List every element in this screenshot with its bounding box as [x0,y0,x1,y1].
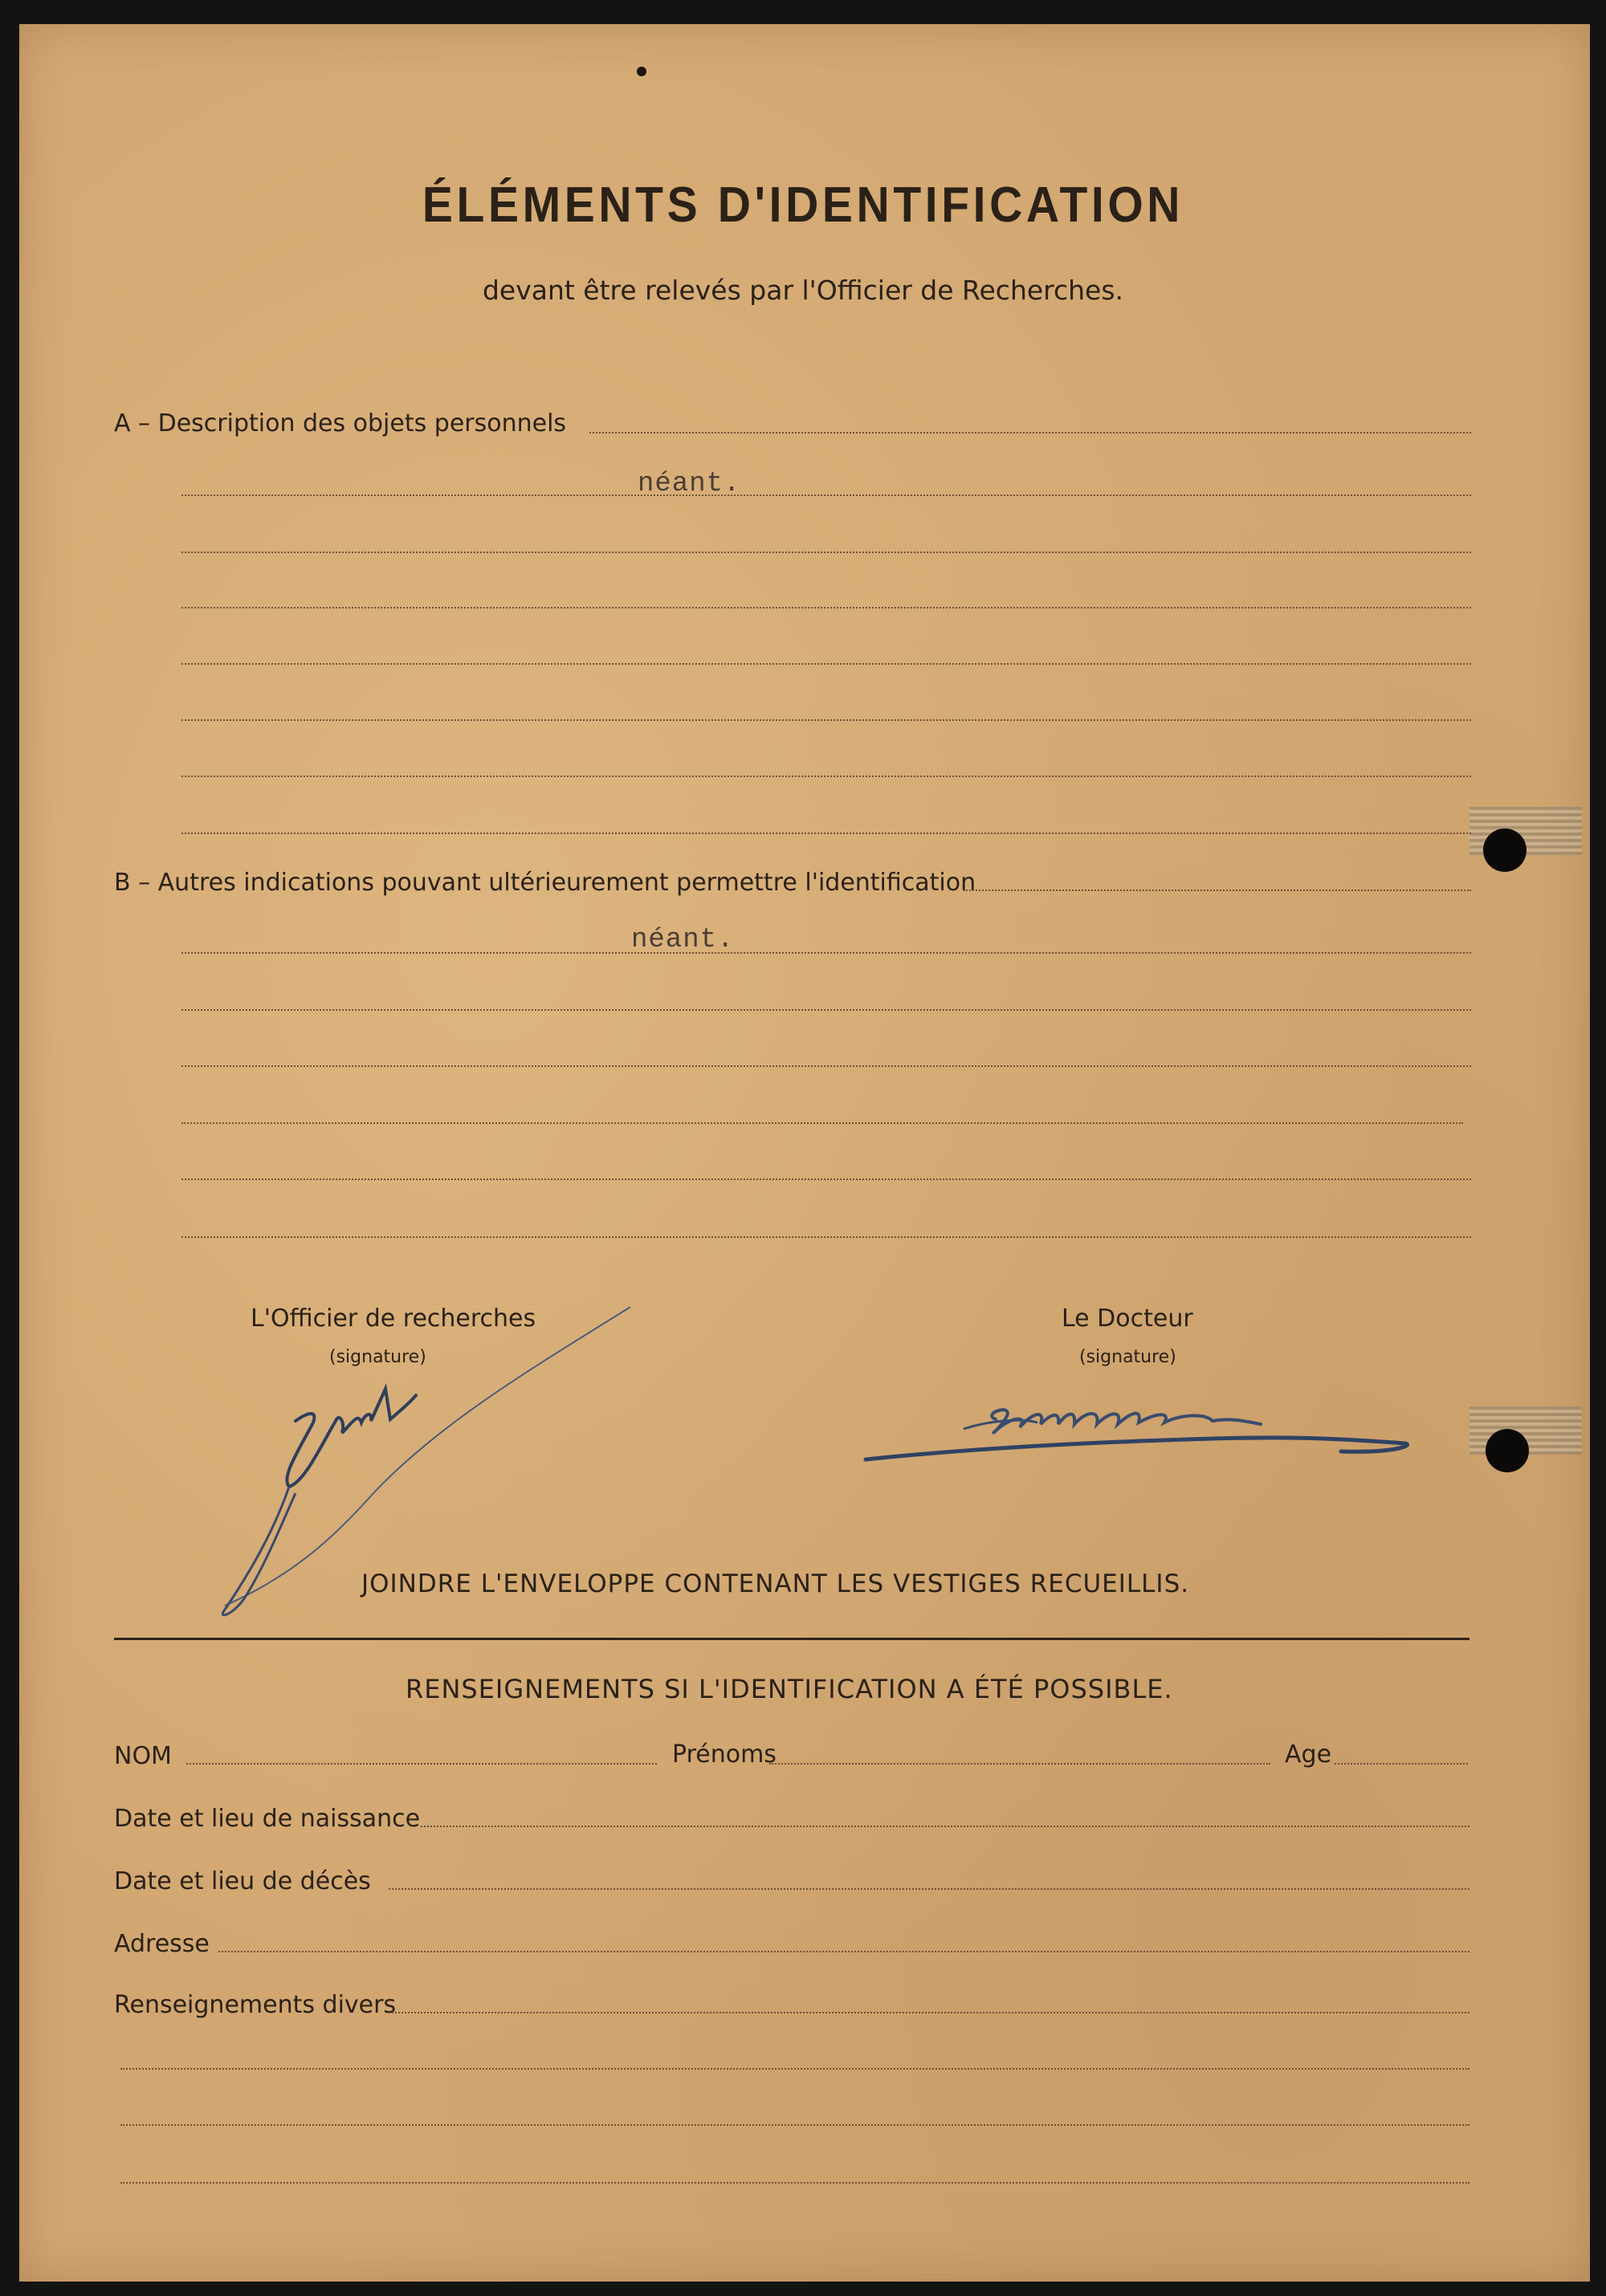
deces-label: Date et lieu de décès [114,1867,371,1895]
nom-label: NOM [114,1742,172,1770]
ink-dot [637,67,646,76]
section-b-value: néant. [631,925,735,955]
nom-field [186,1763,657,1765]
section-a-value: néant. [638,469,741,499]
dotted-line [181,552,1471,553]
form-sheet [19,24,1590,2282]
dotted-line [120,2068,1469,2070]
dotted-line [181,1065,1471,1067]
naissance-field [421,1826,1469,1827]
prenoms-field [769,1763,1270,1765]
section-a-label: A – Description des objets personnels [114,409,567,438]
prenoms-label: Prénoms [672,1740,777,1769]
envelope-note: JOINDRE L'ENVELOPPE CONTENANT LES VESTIGES RECUEILLIS. [361,1569,1190,1598]
doctor-signature-hint: (signature) [1079,1347,1176,1367]
page-title: ÉLÉMENTS D'IDENTIFICATION [422,177,1184,233]
dotted-line [181,1179,1471,1180]
officer-signature-hint: (signature) [329,1347,426,1367]
doctor-title: Le Docteur [1062,1305,1193,1333]
punch-hole [1486,1429,1529,1472]
dotted-line [181,607,1471,609]
section-b-label: B – Autres indications pouvant ultérieurement permettre l'identification [114,869,976,897]
adresse-field [218,1951,1469,1952]
dotted-line [181,719,1471,721]
dotted-line [181,1009,1471,1011]
dotted-line [181,833,1471,834]
page-subtitle: devant être relevés par l'Officier de Recherches. [482,275,1124,306]
dotted-line [181,776,1471,777]
dotted-line [181,1236,1471,1238]
officer-title: L'Officier de recherches [251,1305,536,1333]
age-field [1335,1763,1468,1765]
dotted-line [181,663,1471,665]
dotted-line [181,952,1471,954]
adresse-label: Adresse [114,1930,210,1958]
dotted-line [181,1122,1463,1124]
section-divider [114,1638,1469,1640]
identification-heading: RENSEIGNEMENTS SI L'IDENTIFICATION A ÉTÉ POSSIBLE. [406,1674,1173,1704]
divers-field [389,2012,1469,2013]
divers-label: Renseignements divers [114,1991,397,2019]
dotted-line [181,495,1471,496]
dotted-line [120,2182,1469,2184]
age-label: Age [1285,1740,1332,1769]
dotted-line [589,432,1471,434]
doctor-signature [859,1365,1421,1477]
dotted-line [964,889,1471,891]
naissance-label: Date et lieu de naissance [114,1805,421,1833]
deces-field [389,1888,1469,1890]
dotted-line [120,2124,1469,2126]
punch-hole [1483,828,1527,872]
